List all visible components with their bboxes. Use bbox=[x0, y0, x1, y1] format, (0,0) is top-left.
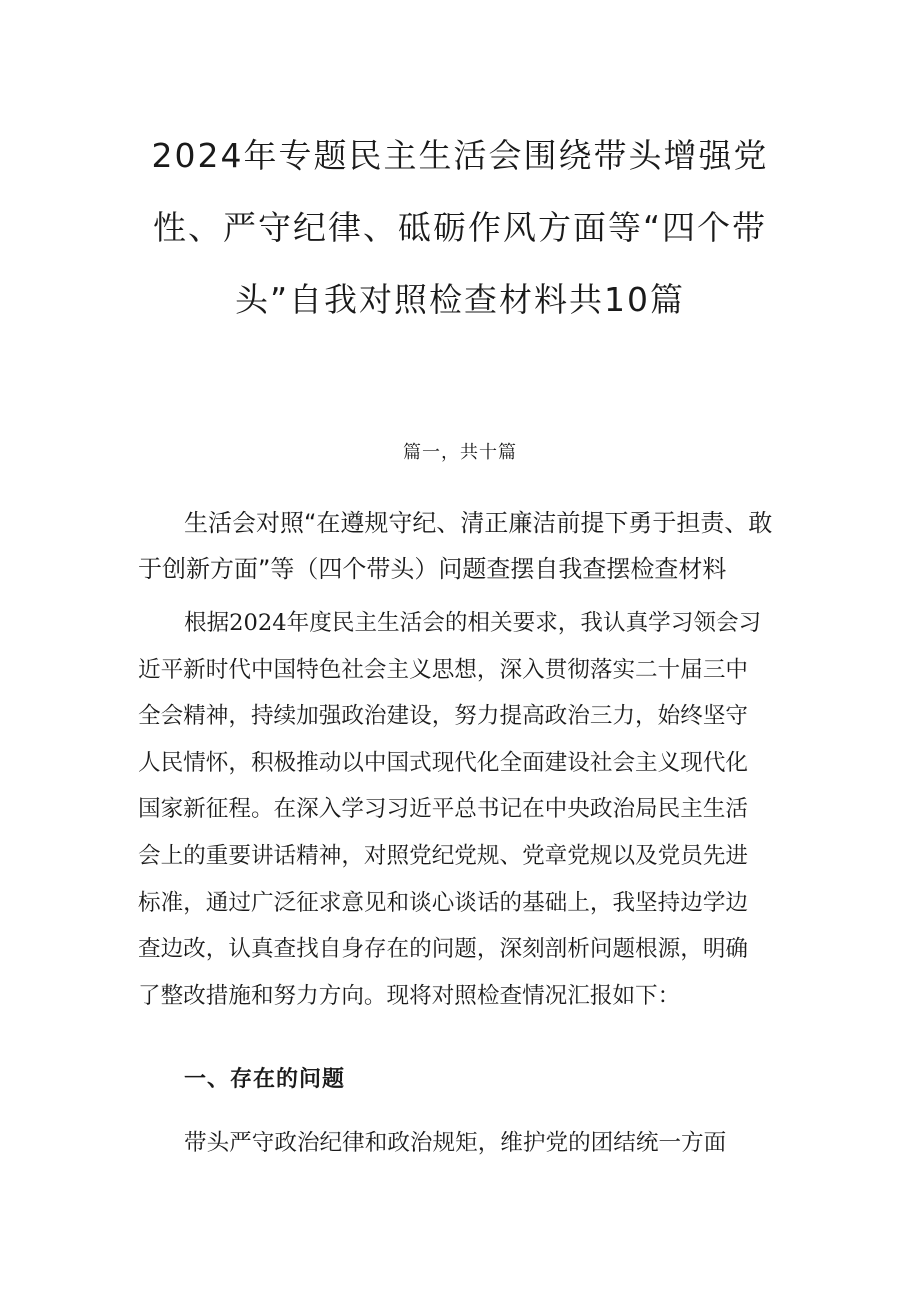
subtitle-line-1: 生活会对照“在遵规守纪、清正廉洁前提下勇于担责、敢 bbox=[184, 509, 773, 537]
intro-line-8: 查边改，认真查找自身存在的问题，深刻剖析问题根源，明确 bbox=[138, 936, 749, 963]
intro-line-1: 根据2024年度民主生活会的相关要求，我认真学习领会习 bbox=[184, 610, 762, 636]
intro-line-3: 全会精神，持续加强政治建设，努力提高政治三力，始终坚守 bbox=[138, 703, 749, 730]
intro-line-5: 国家新征程。在深入学习习近平总书记在中央政治局民主生活 bbox=[138, 796, 749, 823]
section-number: 篇一，共十篇 bbox=[403, 442, 517, 463]
title-line-2: 性、严守纪律、砥砺作风方面等“四个带 bbox=[152, 208, 768, 247]
section-heading: 一、存在的问题 bbox=[184, 1067, 346, 1092]
subtitle-line-2: 于创新方面”等（四个带头）问题查摆自我查摆检查材料 bbox=[138, 555, 727, 583]
title-line-3: 头”自我对照检查材料共10篇 bbox=[234, 280, 686, 319]
article-subtitle bbox=[138, 500, 798, 592]
intro-line-6: 会上的重要讲话精神，对照党纪党规、党章党规以及党员先进 bbox=[138, 842, 749, 869]
title-line-1: 2024年专题民主生活会围绕带头增强党 bbox=[151, 136, 769, 175]
intro-line-7: 标准，通过广泛征求意见和谈心谈话的基础上，我坚持边学边 bbox=[138, 889, 749, 916]
paragraph-2: 带头严守政治纪律和政治规矩，维护党的团结统一方面 bbox=[184, 1130, 727, 1156]
intro-line-2: 近平新时代中国特色社会主义思想，深入贯彻落实二十届三中 bbox=[138, 656, 749, 683]
intro-line-9: 了整改措施和努力方向。现将对照检查情况汇报如下： bbox=[138, 982, 681, 1009]
document-title bbox=[140, 120, 780, 336]
intro-line-4: 人民情怀，积极推动以中国式现代化全面建设社会主义现代化 bbox=[138, 749, 749, 776]
intro-paragraph bbox=[138, 600, 798, 1019]
